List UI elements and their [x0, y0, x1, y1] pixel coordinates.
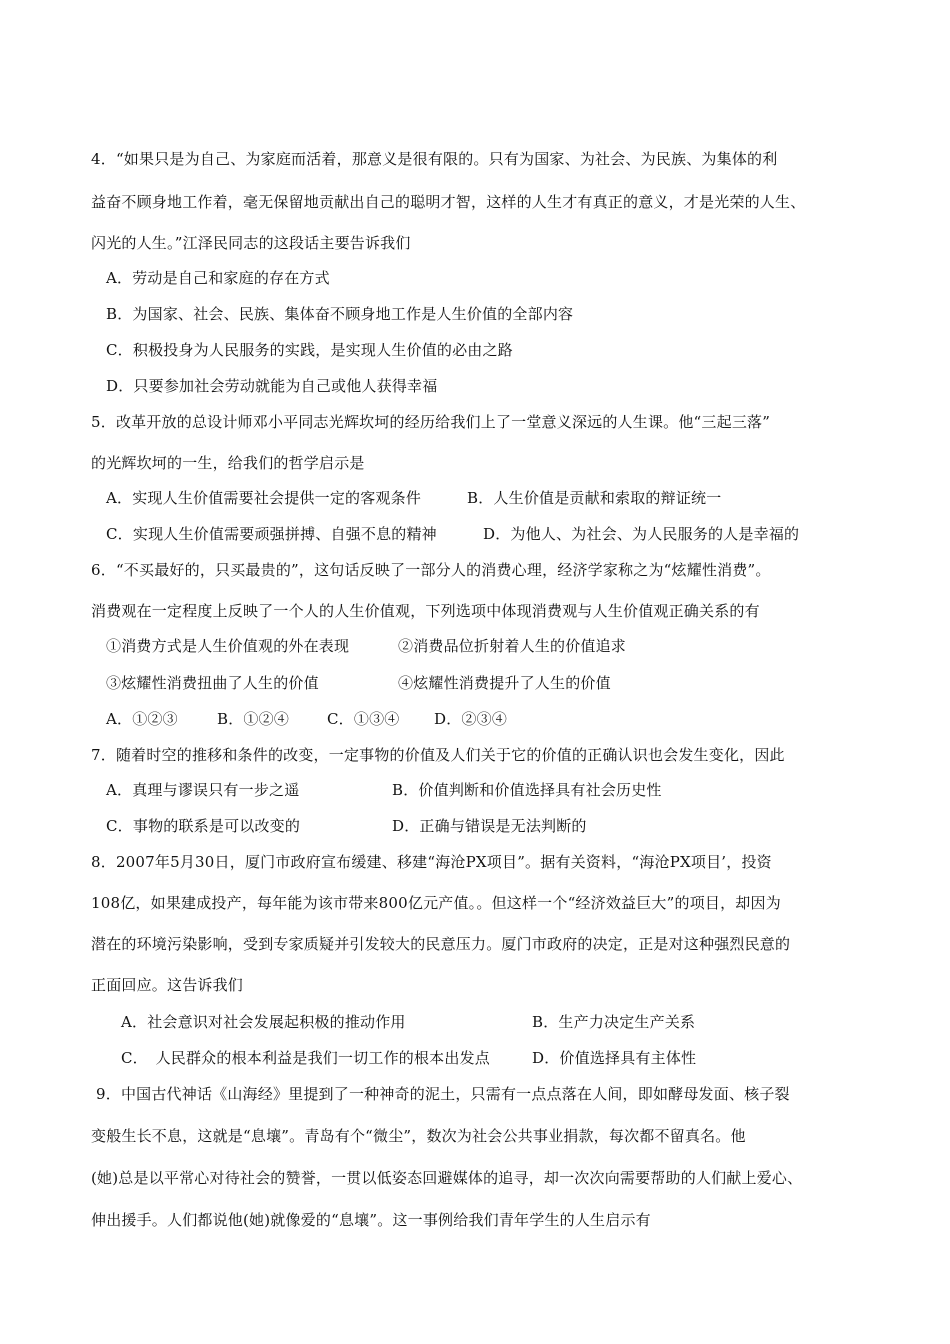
q6-statement-1: ①消费方式是人生价值观的外在表现	[106, 637, 350, 655]
q6-option-a: A．①②③	[106, 710, 178, 728]
q8-option-d: D．价值选择具有主体性	[532, 1049, 697, 1067]
q8-option-a: A．社会意识对社会发展起积极的推动作用	[121, 1013, 406, 1031]
q6-option-c: C．①③④	[327, 710, 400, 728]
q6-stem-line-1: 6．“不买最好的，只买最贵的”，这句话反映了一部分人的消费心理，经济学家称之为“炫耀性消费”。	[91, 561, 771, 579]
q4-stem-line-2: 益奋不顾身地工作着，毫无保留地贡献出自己的聪明才智，这样的人生才有真正的意义，才是光荣的人生、	[91, 193, 806, 211]
q4-stem-line-1: 4．“如果只是为自己、为家庭而活着，那意义是很有限的。只有为国家、为社会、为民族、为集体的利	[91, 150, 778, 168]
q7-option-d: D．正确与错误是无法判断的	[392, 817, 587, 835]
q9-stem-line-4: 伸出援手。人们都说他(她)就像爱的“息壤”。这一事例给我们青年学生的人生启示有	[91, 1211, 651, 1229]
q6-statement-2: ②消费品位折射着人生的价值追求	[398, 637, 627, 655]
q5-option-c: C．实现人生价值需要顽强拼搏、自强不息的精神	[106, 525, 437, 543]
q6-option-b: B．①②④	[217, 710, 290, 728]
q5-option-a: A．实现人生价值需要社会提供一定的客观条件	[106, 489, 422, 507]
q6-statement-3: ③炫耀性消费扭曲了人生的价值	[106, 674, 319, 692]
q6-option-d: D．②③④	[434, 710, 508, 728]
q7-stem-line-1: 7．随着时空的推移和条件的改变，一定事物的价值及人们关于它的价值的正确认识也会发生变化，因此	[91, 746, 785, 764]
q8-stem-line-1: 8．2007年5月30日，厦门市政府宣布缓建、移建“海沧PX项目”。据有关资料，“海沧PX项目’，投资	[91, 853, 772, 871]
q5-stem-line-2: 的光辉坎坷的一生，给我们的哲学启示是	[91, 454, 365, 472]
q8-option-c: C． 人民群众的根本利益是我们一切工作的根本出发点	[121, 1049, 490, 1067]
q4-option-a: A．劳动是自己和家庭的存在方式	[106, 269, 330, 287]
q4-option-d: D．只要参加社会劳动就能为自己或他人获得幸福	[106, 377, 438, 395]
q4-option-c: C．积极投身为人民服务的实践，是实现人生价值的必由之路	[106, 341, 513, 359]
q6-stem-line-2: 消费观在一定程度上反映了一个人的人生价值观，下列选项中体现消费观与人生价值观正确关系的有	[91, 602, 760, 620]
q4-stem-line-3: 闪光的人生。”江泽民同志的这段话主要告诉我们	[91, 234, 411, 252]
q6-statement-4: ④炫耀性消费提升了人生的价值	[398, 674, 611, 692]
q8-stem-line-2: 108亿，如果建成投产，每年能为该市带来800亿元产值。。但这样一个“经济效益巨大”的项目，却因为	[91, 894, 781, 912]
q7-option-c: C．事物的联系是可以改变的	[106, 817, 301, 835]
q4-option-b: B．为国家、社会、民族、集体奋不顾身地工作是人生价值的全部内容	[106, 305, 574, 323]
q8-option-b: B．生产力决定生产关系	[532, 1013, 696, 1031]
q5-option-b: B．人生价值是贡献和索取的辩证统一	[467, 489, 722, 507]
q9-stem-line-1: 9．中国古代神话《山海经》里提到了一种神奇的泥土，只需有一点点落在人间，即如酵母发面、核子裂	[96, 1085, 790, 1103]
q5-stem-line-1: 5．改革开放的总设计师邓小平同志光辉坎坷的经历给我们上了一堂意义深远的人生课。他“三起三落”	[91, 413, 771, 431]
q9-stem-line-3: (她)总是以平常心对待社会的赞誉，一贯以低姿态回避媒体的追寻，却一次次向需要帮助的人们献上爱心、	[91, 1169, 803, 1187]
q5-option-d: D．为他人、为社会、为人民服务的人是幸福的	[483, 525, 800, 543]
q7-option-a: A．真理与谬误只有一步之遥	[106, 781, 300, 799]
q8-stem-line-3: 潜在的环境污染影响，受到专家质疑并引发较大的民意压力。厦门市政府的决定，正是对这种强烈民意的	[91, 935, 791, 953]
q9-stem-line-2: 变般生长不息，这就是“息壤”。青岛有个“微尘”，数次为社会公共事业捐款，每次都不留真名。他	[91, 1127, 746, 1145]
q8-stem-line-4: 正面回应。这告诉我们	[91, 976, 244, 994]
q7-option-b: B．价值判断和价值选择具有社会历史性	[392, 781, 662, 799]
